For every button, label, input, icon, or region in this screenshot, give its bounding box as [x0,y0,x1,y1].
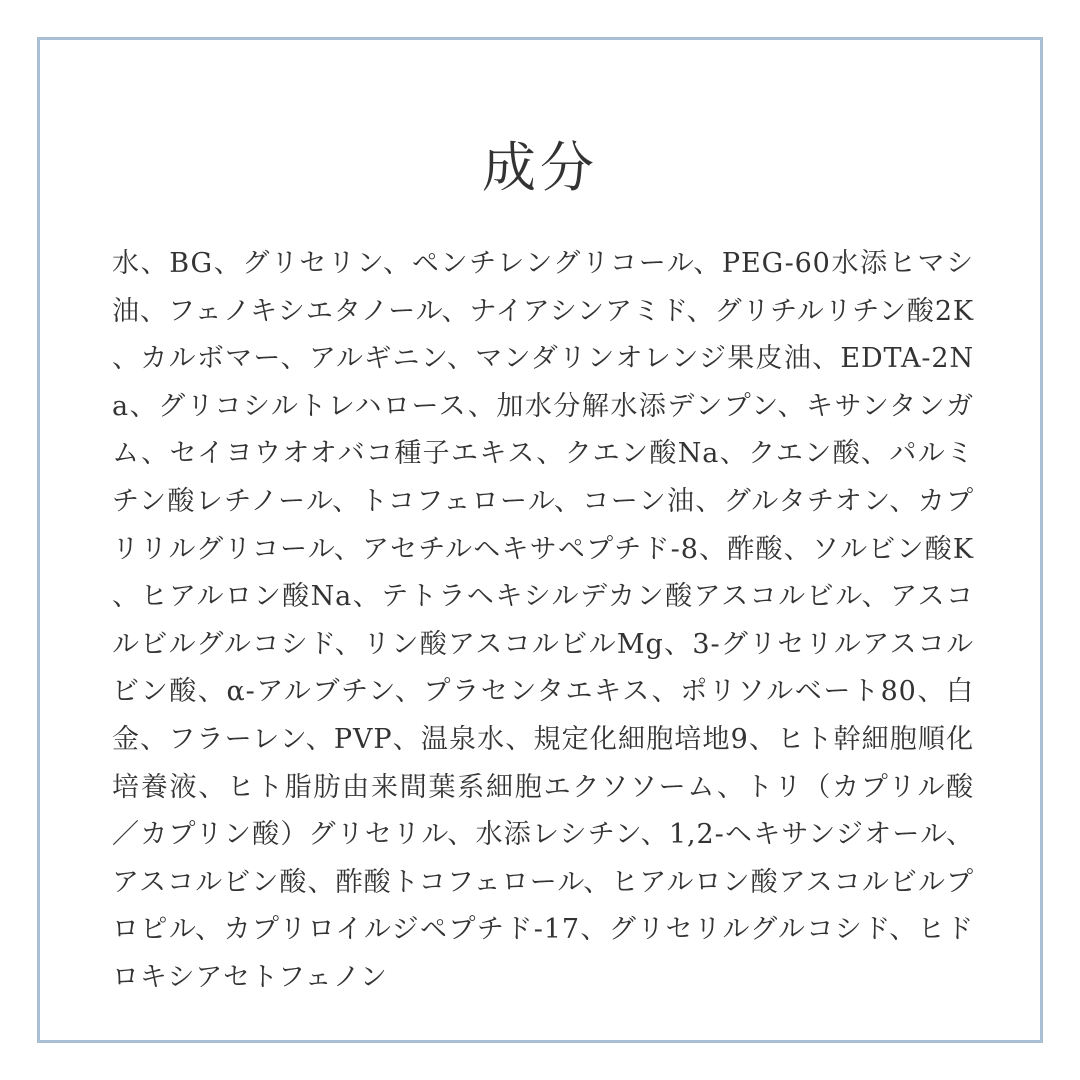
ingredients-list: 水、BG、グリセリン、ペンチレングリコール、PEG-60水添ヒマシ油、フェノキシエタノール、ナイアシンアミド、グリチルリチン酸2K、カルボマー、アルギニン、マンダリンオレンジ果皮油、EDTA-2Na、グリコシルトレハロース、加水分解水添デンプン、キサンタンガム、セイヨウオオバコ種子エキス、クエン酸Na、クエン酸、パルミチン酸レチノール、トコフェロール、コーン油、グルタチオン、カプリリルグリコール、アセチルヘキサペプチド-8、酢酸、ソルビン酸K、ヒアルロン酸Na、テトラヘキシルデカン酸アスコルビル、アスコルビルグルコシド、リン酸アスコルビルMg、3-グリセリルアスコルビン酸、α-アルブチン、プラセンタエキス、ポリソルベート80、白金、フラーレン、PVP、温泉水、規定化細胞培地9、ヒト幹細胞順化培養液、ヒト脂肪由来間葉系細胞エクソソーム、トリ（カプリル酸／カプリン酸）グリセリル、水添レシチン、1,2-ヘキサンジオール、アスコルビン酸、酢酸トコフェロール、ヒアルロン酸アスコルビルプロピル、カプリロイルジペプチド-17、グリセリルグルコシド、ヒドロキシアセトフェノン [112,248,974,993]
panel-title: 成分 [482,136,598,199]
ingredients-panel [37,37,1043,1043]
